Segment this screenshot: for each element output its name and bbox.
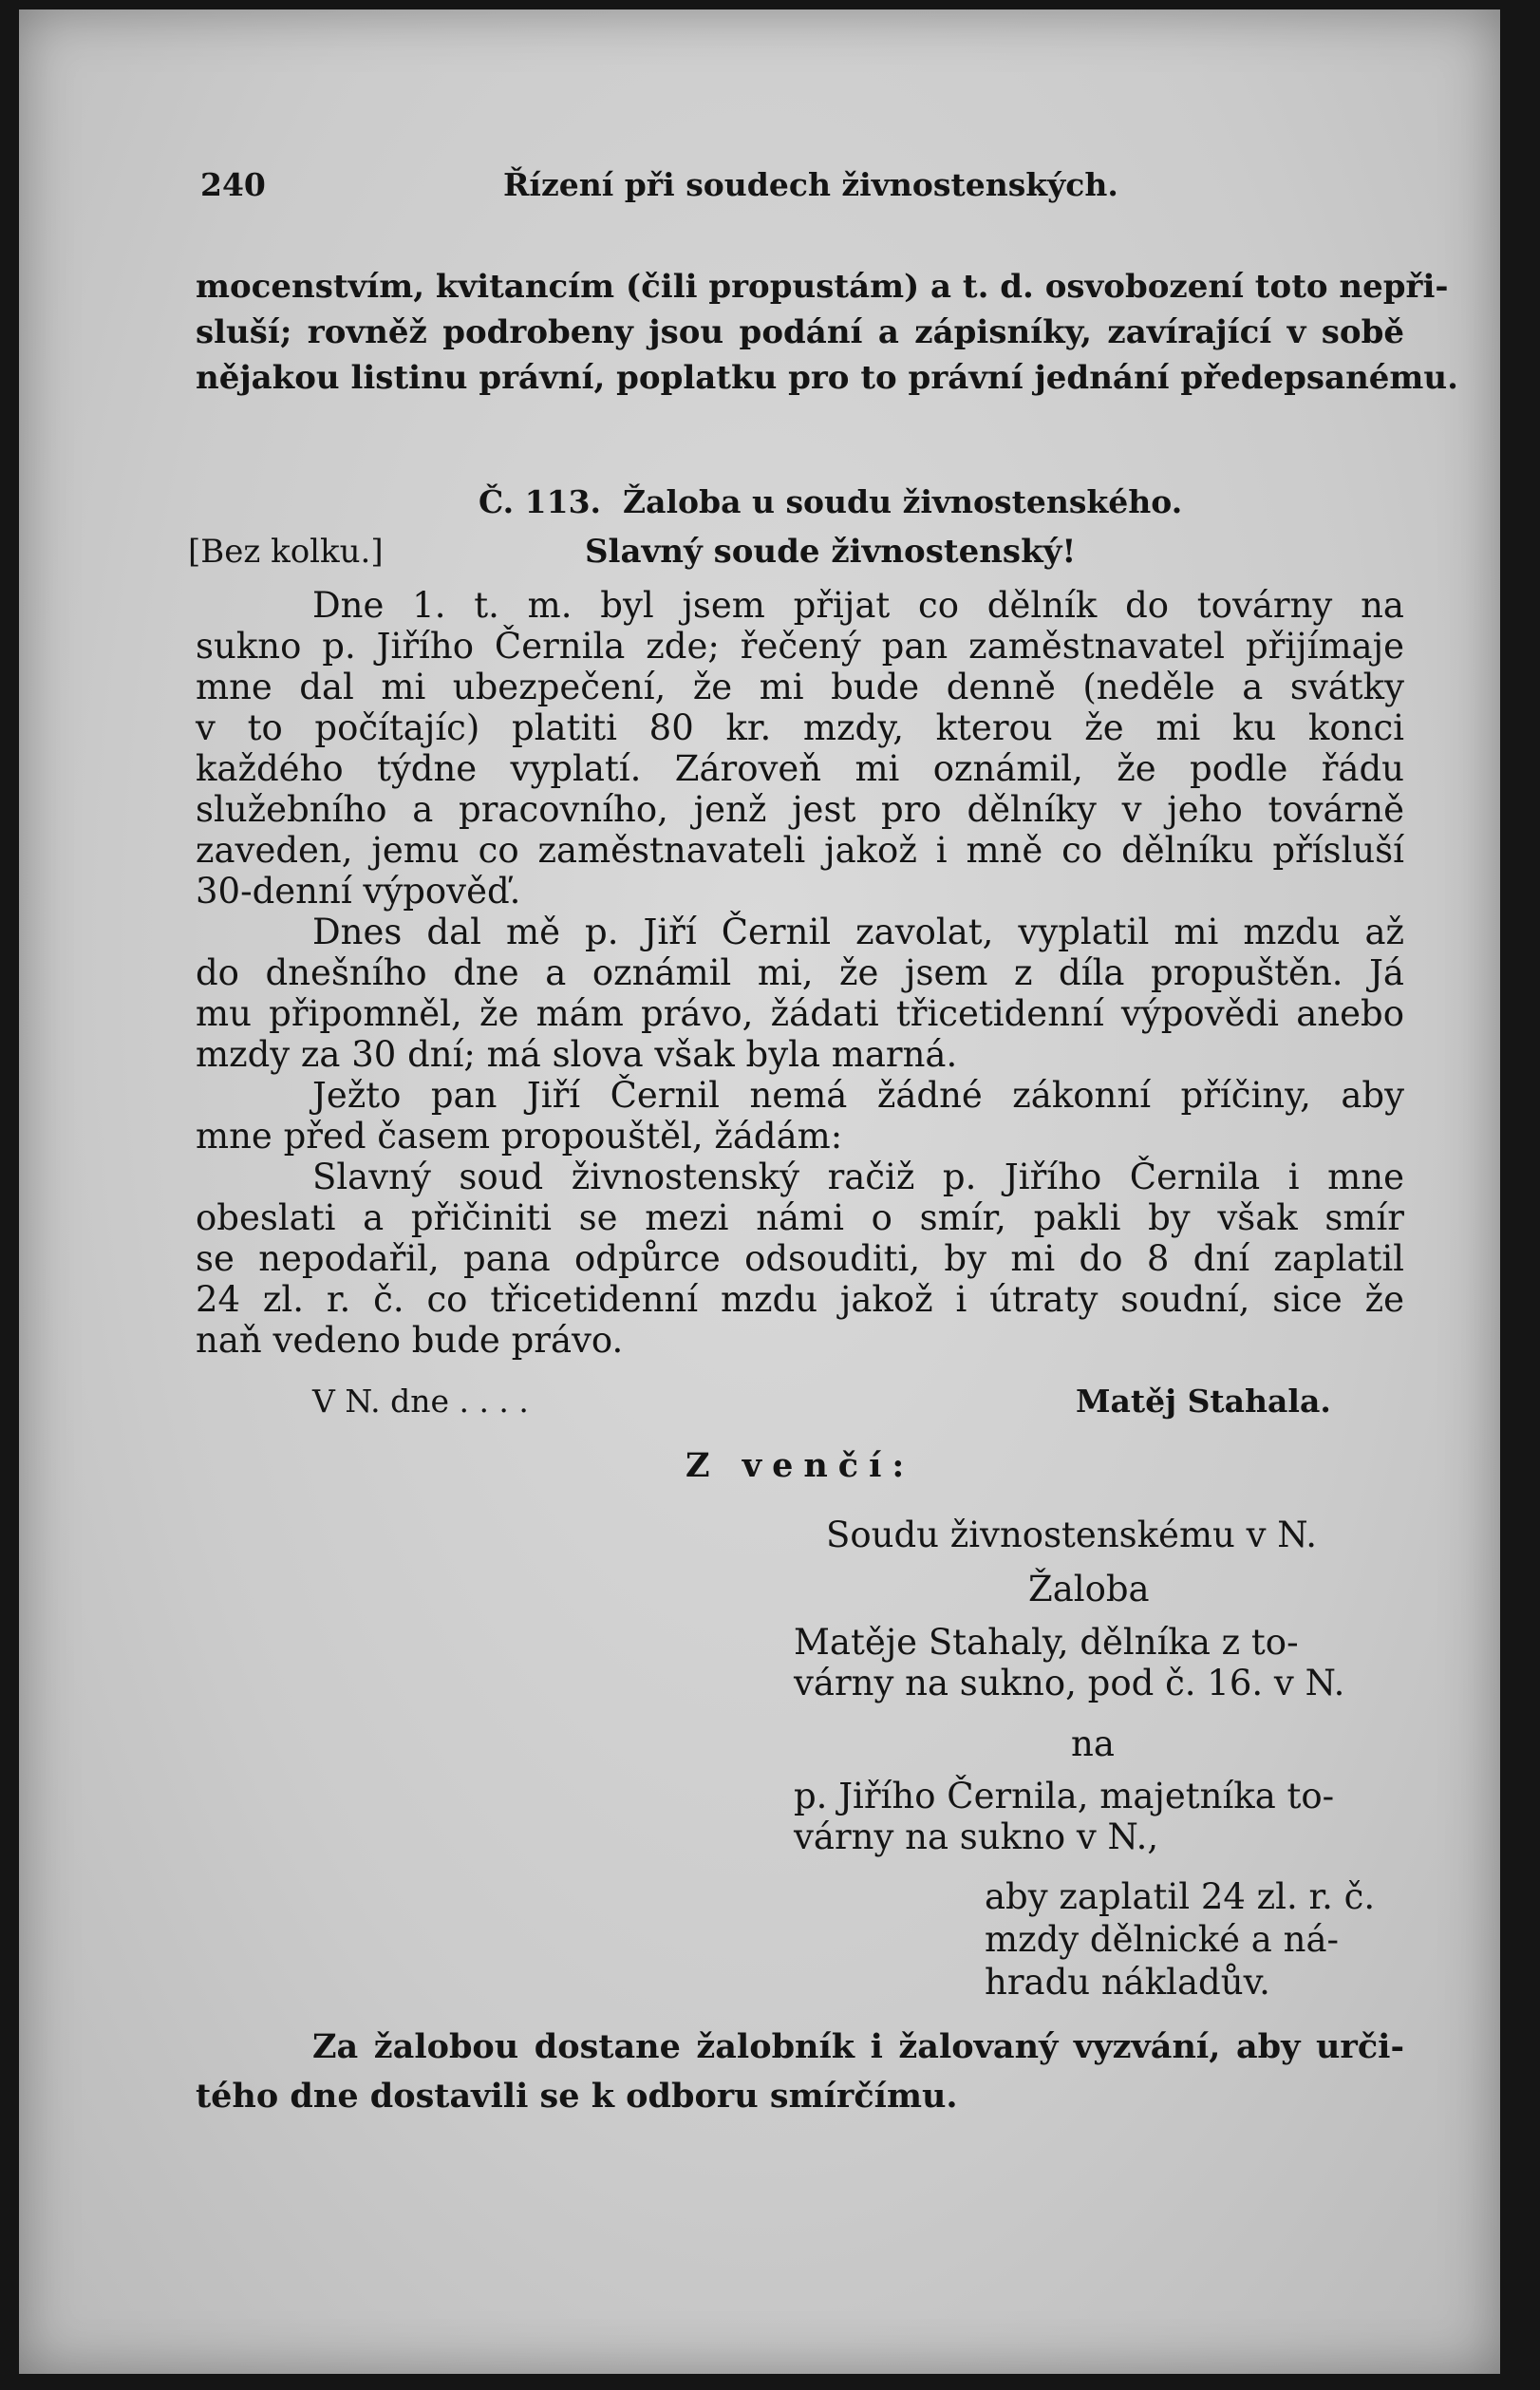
text-line: mne před časem propouštěl, žádám: xyxy=(196,1116,843,1157)
text-line: sluší; rovněž podrobeny jsou podání a zápisníky, zavírající v sobě xyxy=(196,313,1404,351)
outside-heading: Z venčí: xyxy=(685,1446,915,1485)
text-line: zaveden, jemu co zaměstnavateli jakož i mně co dělníku přísluší xyxy=(196,830,1404,871)
text-line: do dnešního dne a oznámil mi, že jsem z díla propuštěn. Já xyxy=(196,952,1404,993)
address-against: na xyxy=(1071,1723,1115,1764)
text-line: naň vedeno bude právo. xyxy=(196,1320,624,1361)
text-line: v to počítajíc) platiti 80 kr. mzdy, kterou že mi ku konci xyxy=(196,707,1404,748)
text-line: várny na sukno v N., xyxy=(794,1816,1159,1857)
intro-paragraph xyxy=(196,264,1458,401)
text-line: sukno p. Jiřího Černila zde; řečený pan zaměstnavatel přijímaje xyxy=(196,626,1404,667)
address-plaintiff xyxy=(794,1622,1398,1703)
text-line: Za žalobou dostane žalobník i žalovaný vyzvání, aby urči- xyxy=(312,2027,1404,2066)
address-defendant xyxy=(794,1776,1398,1857)
section-title: Žaloba u soudu živnostenského. xyxy=(623,483,1183,520)
section-number: Č. 113. xyxy=(479,483,602,520)
text-line: obeslati a přičiniti se mezi námi o smír, pakli by však smír xyxy=(196,1197,1404,1238)
signature: Matěj Stahala. xyxy=(1076,1383,1331,1420)
text-line: 24 zl. r. č. co třicetidenní mzdu jakož i útraty soudní, sice že xyxy=(196,1279,1404,1320)
text-line: Matěje Stahaly, dělníka z to- xyxy=(794,1622,1299,1663)
page-number: 240 xyxy=(200,166,266,203)
text-line: 30-denní výpověď. xyxy=(196,871,521,912)
address-doc-type: Žaloba xyxy=(1028,1569,1150,1609)
address-court: Soudu živnostenskému v N. xyxy=(826,1515,1318,1555)
text-line: várny na sukno, pod č. 16. v N. xyxy=(794,1663,1345,1703)
book-page xyxy=(19,9,1500,2374)
text-line: hradu nákladův. xyxy=(985,1962,1270,2003)
text-line: mzdy za 30 dní; má slova však byla marná. xyxy=(196,1034,958,1075)
text-line: p. Jiřího Černila, majetníka to- xyxy=(794,1776,1335,1816)
text-line: mocenstvím, kvitancím (čili propustám) a t. d. osvobození toto nepři- xyxy=(196,268,1449,306)
running-title: Řízení při soudech živnostenských. xyxy=(503,166,1118,203)
text-line: každého týdne vyplatí. Zároveň mi oznámil, že podle řádu xyxy=(196,748,1404,789)
text-line: mzdy dělnické a ná- xyxy=(985,1919,1340,1960)
text-line: Dne 1. t. m. byl jsem přijat co dělník do továrny na xyxy=(312,585,1404,626)
text-line: aby zaplatil 24 zl. r. č. xyxy=(985,1876,1376,1917)
text-line: tého dne dostavili se k odboru smírčímu. xyxy=(196,2077,958,2116)
text-line: Ježto pan Jiří Černil nemá žádné zákonní příčiny, aby xyxy=(312,1075,1404,1116)
paragraph-4 xyxy=(196,1157,1404,1361)
place-date: V N. dne . . . . xyxy=(312,1383,529,1420)
address-request xyxy=(985,1875,1375,2004)
text-line: Slavný soud živnostenský račiž p. Jiřího Černila i mne xyxy=(312,1157,1404,1197)
text-line: Dnes dal mě p. Jiří Černil zavolat, vyplatil mi mzdu až xyxy=(312,912,1404,952)
text-line: nějakou listinu právní, poplatku pro to právní jednání předepsanému. xyxy=(196,359,1458,397)
text-line: mne dal mi ubezpečení, že mi bude denně (neděle a svátky xyxy=(196,667,1404,707)
closing-paragraph xyxy=(196,2023,1404,2121)
text-line: mu připomněl, že mám právo, žádati třicetidenní výpovědi anebo xyxy=(196,993,1404,1034)
stamp-note: [Bez kolku.] xyxy=(188,533,384,571)
paragraph-1 xyxy=(196,585,1404,912)
paragraph-2 xyxy=(196,912,1404,1075)
text-line: se nepodařil, pana odpůrce odsouditi, by mi do 8 dní zaplatil xyxy=(196,1238,1404,1279)
text-line: služebního a pracovního, jenž jest pro dělníky v jeho továrně xyxy=(196,789,1404,830)
paragraph-3 xyxy=(196,1075,1404,1157)
salutation: Slavný soude živnostenský! xyxy=(585,533,1077,571)
